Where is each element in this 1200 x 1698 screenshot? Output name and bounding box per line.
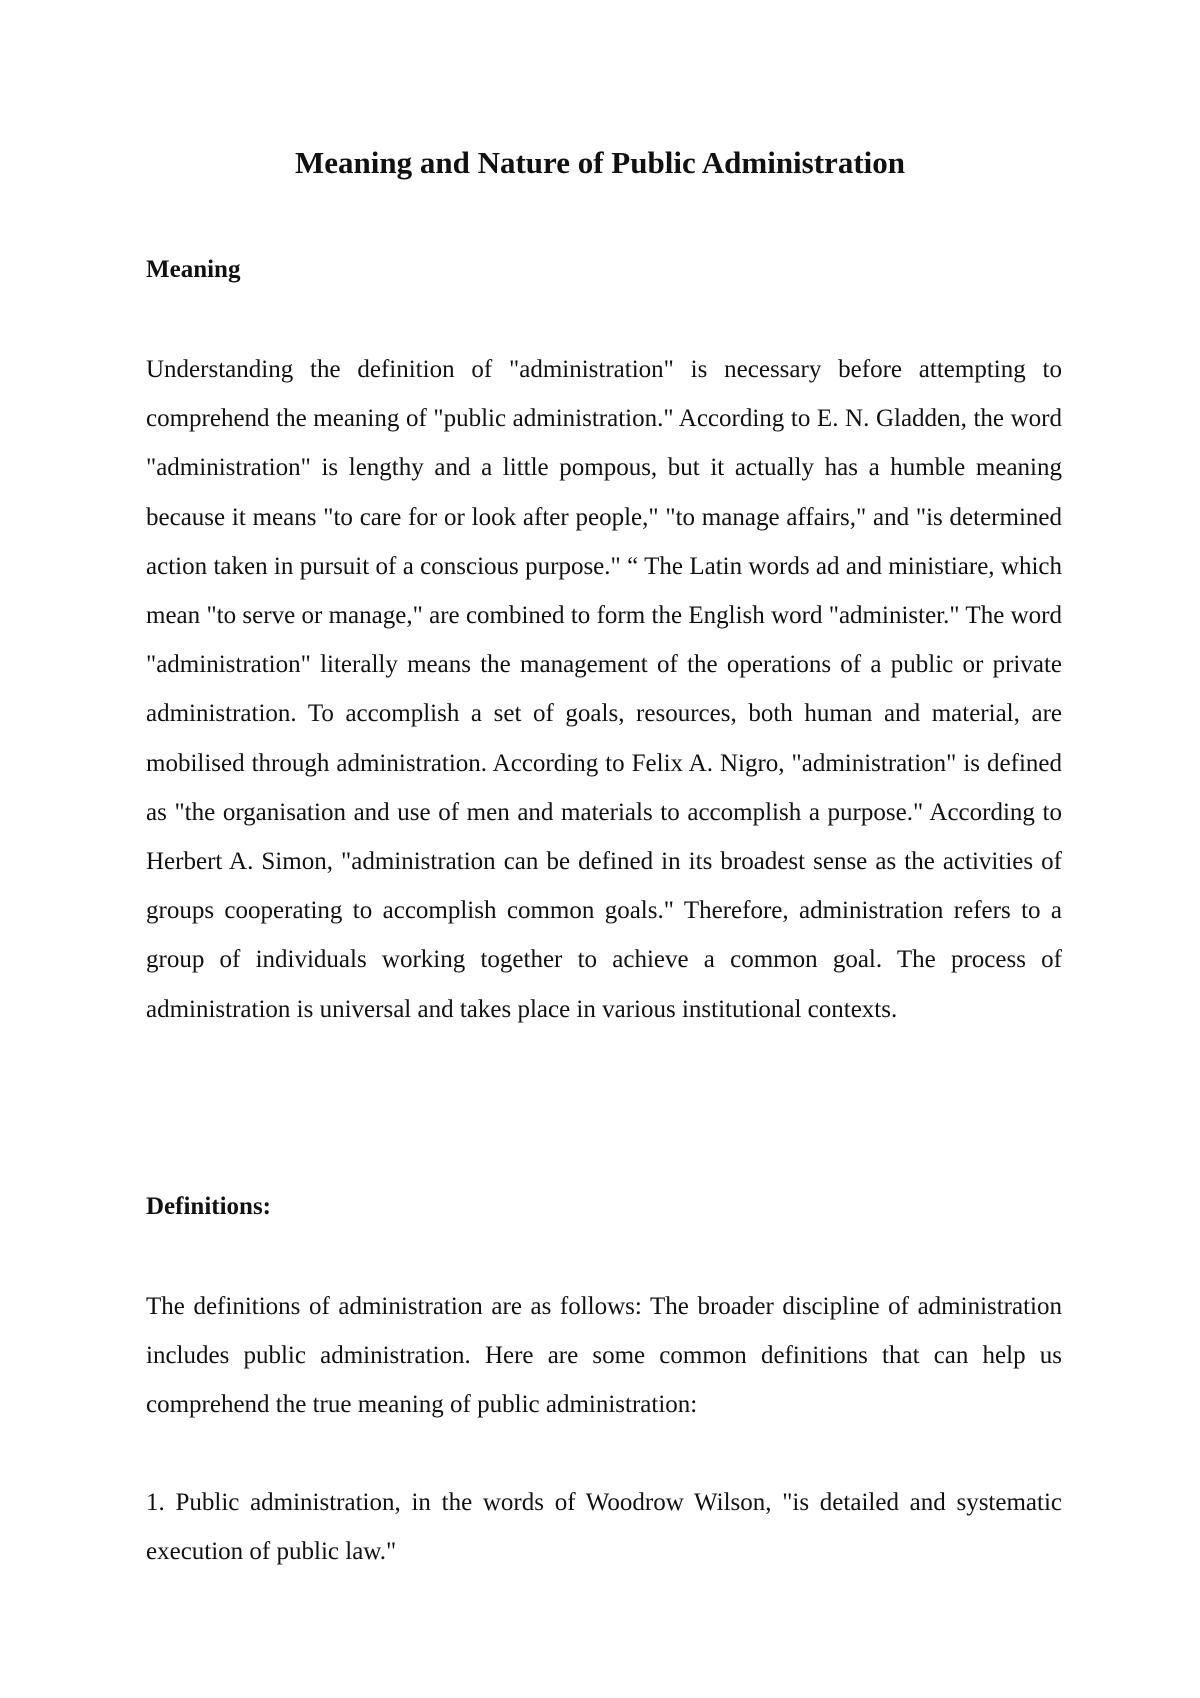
section-heading-definitions: Definitions: bbox=[146, 1193, 271, 1220]
meaning-paragraph: Understanding the definition of "administration" is necessary before attempting to comprehend the meaning of "public administration." According to E. N. Gladden, the word "administration" is lengthy and a little pompous, but it actually has a humble meaning because it means "to care for or look after people," "to manage affairs," and "is determined action taken in pursuit of a conscious purpose." “ The Latin words ad and ministiare, which mean "to serve or manage," are combined to form the English word "administer." The word "administration" literally means the management of the operations of a public or private administration. To accomplish a set of goals, resources, both human and material, are mobilised through administration. According to Felix A. Nigro, "administration" is defined as "the organisation and use of men and materials to accomplish a purpose." According to Herbert A. Simon, "administration can be defined in its broadest sense as the activities of groups cooperating to accomplish common goals." Therefore, administration refers to a group of individuals working together to achieve a common goal. The process of administration is universal and takes place in various institutional contexts. bbox=[146, 356, 1062, 1023]
section-heading-meaning: Meaning bbox=[146, 256, 241, 283]
definitions-paragraph: The definitions of administration are as follows: The broader discipline of administration includes public administration. Here are some common definitions that can help us comprehend the true meaning of public administration: bbox=[146, 1293, 1062, 1419]
page-title: Meaning and Nature of Public Administration bbox=[294, 145, 905, 180]
definition-item-1: 1. Public administration, in the words of Woodrow Wilson, "is detailed and systematic execution of public law." bbox=[146, 1489, 1062, 1566]
